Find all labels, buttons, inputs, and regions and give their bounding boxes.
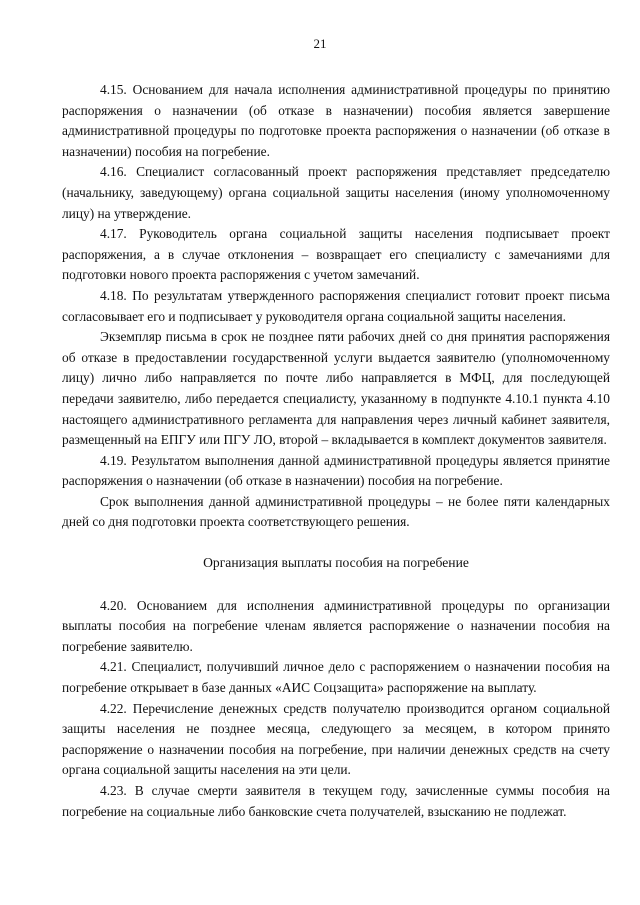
section-heading: Организация выплаты пособия на погребение xyxy=(203,555,469,571)
document-body xyxy=(62,80,610,822)
paragraph-letter-copy: Экземпляр письма в срок не позднее пяти рабочих дней со дня принятия распоряжения об отказе в предоставлении государственной услуги выдается заявителю (уполномоченному лицу) лично либо направляется по почте либо направляется в МФЦ, для последующей передачи заявителю, либо передается специалисту, указанному в подпункте 4.10.1 пункта 4.10 настоящего административного регламента для направления через личный кабинет заявителя, размещенный на ЕПГУ или ПГУ ЛО, второй – вкладывается в комплект документов заявителя. xyxy=(62,329,610,448)
paragraph-4-17: 4.17. Руководитель органа социальной защиты населения подписывает проект распоряжения, а в случае отклонения – возвращает его специалисту с замечаниями для подготовки нового проекта распоряжения с учетом замечаний. xyxy=(62,226,610,283)
paragraph-4-20: 4.20. Основанием для исполнения административной процедуры по организации выплаты пособия на погребение членам является распоряжение о назначении пособия на погребение заявителю. xyxy=(62,597,610,654)
paragraph-4-15: 4.15. Основанием для начала исполнения административной процедуры по принятию распоряжения о назначении (об отказе в назначении) пособия является завершение административной процедуры по подготовке проекта распоряжения о назначении (об отказе в назначении) пособия на погребение. xyxy=(62,82,610,159)
paragraph-4-19: 4.19. Результатом выполнения данной административной процедуры является принятие распоряжения о назначении (об отказе в назначении) пособия на погребение. xyxy=(62,452,610,489)
paragraph-4-16: 4.16. Специалист согласованный проект распоряжения представляет председателю (начальнику, заведующему) органа социальной защиты населения (иному уполномоченному лицу) на утверждение. xyxy=(62,164,610,221)
paragraph-4-18: 4.18. По результатам утвержденного распоряжения специалист готовит проект письма согласовывает его и подписывает у руководителя органа социальной защиты населения. xyxy=(62,287,610,324)
paragraph-4-22: 4.22. Перечисление денежных средств получателю производится органом социальной защиты населения не позднее месяца, следующего за месяцем, в котором принято распоряжение о назначении пособия на погребение, при наличии денежных средств на счету органа социальной защиты населения на эти цели. xyxy=(62,700,610,778)
paragraph-deadline: Срок выполнения данной административной процедуры – не более пяти календарных дней со дня подготовки проекта соответствующего решения. xyxy=(62,493,610,530)
paragraph-4-21: 4.21. Специалист, получивший личное дело с распоряжением о назначении пособия на погребение открывает в базе данных «АИС Соцзащита» распоряжение на выплату. xyxy=(62,659,610,696)
page-number: 21 xyxy=(313,36,327,51)
paragraph-4-23: 4.23. В случае смерти заявителя в текущем году, зачисленные суммы пособия на погребение на социальные либо банковские счета получателей, взысканию не подлежат. xyxy=(62,783,610,819)
